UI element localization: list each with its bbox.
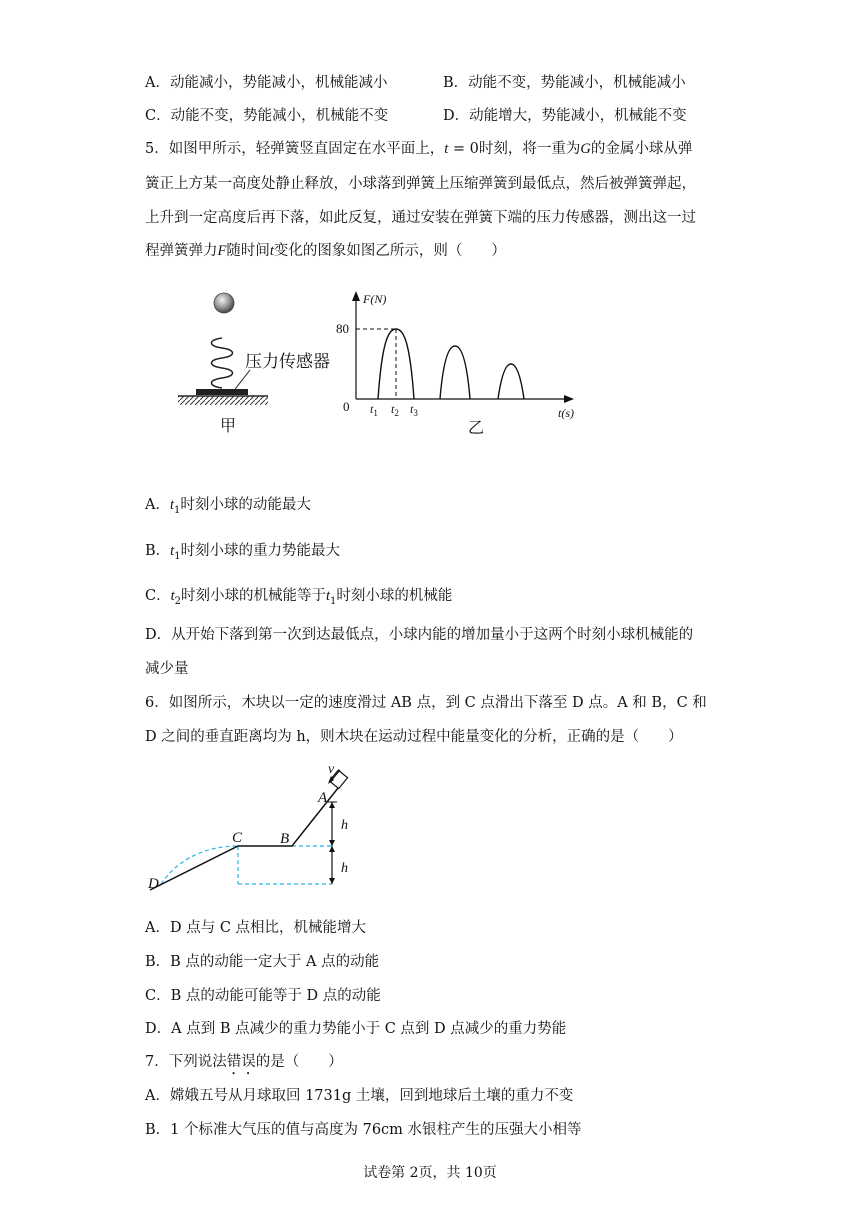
label-A: A [318,790,328,806]
metal-ball [214,293,234,313]
figure-yi [330,283,590,448]
label-v: v [328,762,335,777]
x-axis-arrow [564,395,574,403]
measure-arrow-up2 [329,846,335,852]
q4-option-b: B．动能不变，势能减小，机械能减小 [443,75,686,91]
q6-option-d: D．A 点到 B 点减少的重力势能小于 C 点到 D 点减少的重力势能 [145,1021,567,1037]
origin-label: 0 [343,399,350,414]
y-axis-arrow [352,291,360,301]
label-B: B [280,831,290,847]
track [150,778,346,890]
q7-stem: 7．下列说法错误的是（ ） [145,1054,343,1070]
q6-stem-line2: D 之间的垂直距离均为 h，则木块在运动过程中能量变化的分析，正确的是（ ） [145,729,683,745]
measure-arrow-up1 [329,802,335,808]
figure-q6-track [140,760,380,900]
sensor-label: 压力传感器 [245,352,330,371]
q5-option-d-line2: 减少量 [145,661,189,677]
q5-option-d-line1: D．从开始下落到第一次到达最低点，小球内能的增加量小于这两个时刻小球机械能的 [145,627,694,643]
spring [212,338,233,388]
y-tick-80: 80 [336,321,349,336]
pressure-sensor [196,389,248,395]
q5-stem-line4: 程弹簧弹力F随时间t变化的图象如图乙所示，则（ ） [145,243,506,259]
q7-option-b: B．1 个标准大气压的值与高度为 76cm 水银柱产生的压强大小相等 [145,1122,582,1138]
q5-option-b: B．$t_1$时刻小球的重力势能最大 [145,543,341,562]
q4-option-c: C．动能不变，势能减小，机械能不变 [145,108,389,124]
t2-label: $t_2$ [391,402,399,418]
measure-arrow-down1 [329,840,335,846]
x-axis-label: t(s) [558,406,574,420]
q5-stem-line2: 簧正上方某一高度处静止释放，小球落到弹簧上压缩弹簧到最低点，然后被弹簧弹起， [145,176,696,192]
t3-label: $t_3$ [410,402,418,418]
q5-option-c: C．$t_2$时刻小球的机械能等于$t_1$时刻小球的机械能 [145,588,453,607]
force-curve-3 [498,364,524,399]
q7-emphasis: 错误 [226,1054,256,1070]
label-h-top: h [341,818,348,833]
q5-stem-line1: 5．如图甲所示，轻弹簧竖直固定在水平面上，t = 0时刻，将一重为G的金属小球从弹 [145,141,693,157]
q6-option-b: B．B 点的动能一定大于 A 点的动能 [145,954,380,970]
y-axis-label: F(N) [363,292,387,306]
figure-jia-caption: 甲 [220,418,237,435]
q4-option-a: A．动能减小，势能减小，机械能减小 [145,75,388,91]
t1-label: $t_1$ [370,402,378,418]
q6-option-c: C．B 点的动能可能等于 D 点的动能 [145,988,381,1004]
measure-arrow-down2 [329,878,335,884]
q5-stem-line3: 上升到一定高度后再下落，如此反复，通过安装在弹簧下端的压力传感器，测出这一过 [145,210,696,226]
label-C: C [232,830,243,846]
q5-option-a: A．$t_1$时刻小球的动能最大 [145,497,311,516]
ground-hatch [178,396,268,405]
force-curve-2 [440,346,470,399]
q6-option-a: A．D 点与 C 点相比，机械能增大 [145,920,367,936]
figure-yi-caption: 乙 [468,420,485,437]
q6-stem-line1: 6．如图所示，木块以一定的速度滑过 AB 点，到 C 点滑出下落至 D 点。A 和 B，C 和 [145,695,707,711]
q4-option-d: D．动能增大，势能减小，机械能不变 [443,108,687,124]
page-footer: 试卷第 2页，共 10页 [363,1165,497,1181]
q7-option-a: A．嫦娥五号从月球取回 1731g 土壤，回到地球后土壤的重力不变 [145,1088,574,1104]
label-D: D [148,876,159,892]
label-h-bottom: h [341,861,348,876]
